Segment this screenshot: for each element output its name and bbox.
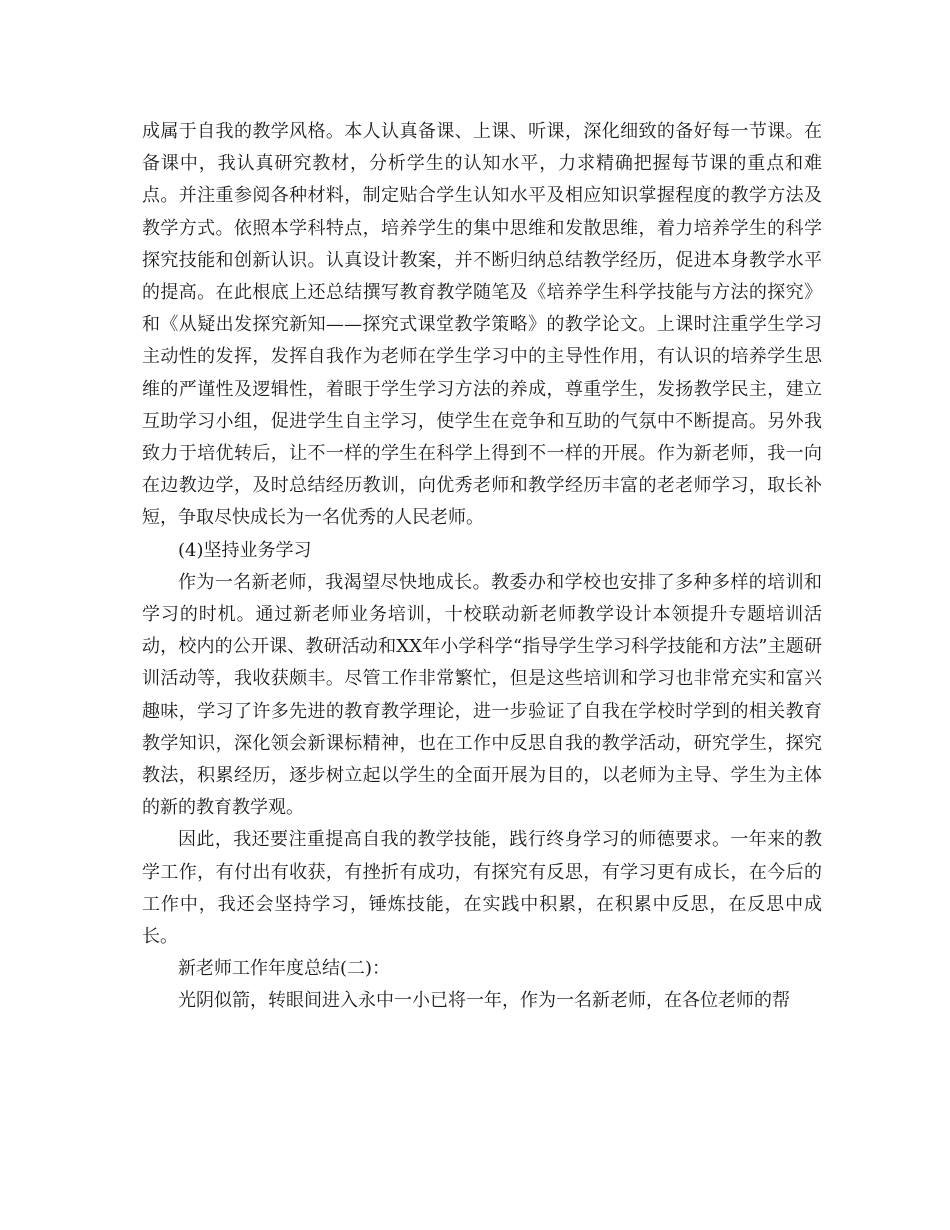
paragraph-training: 作为一名新老师，我渴望尽快地成长。教委办和学校也安排了多种多样的培训和学习的时机。通过新老师业务培训，十校联动新老师教学设计本领提升专题培训活动，校内的公开课、教研活动和XX年小学科学“指导学生学习科学技能和方法”主题研训活动等，我收获颇丰。尽管工作非常繁忙，但是这些培训和学习也非常充实和富兴趣味，学习了许多先进的教育教学理论，进一步验证了自我在学校时学到的相关教育教学知识，深化领会新课标精神，也在工作中反思自我的教学活动，研究学生，探究教法，积累经历，逐步树立起以学生的全面开展为目的，以老师为主导、学生为主体的新的教育教学观。 [142,571,822,819]
paragraph-lifelong-learning: 因此，我还要注重提高自我的教学技能，践行终身学习的师德要求。一年来的教学工作，有付出有收获，有挫折有成功，有探究有反思，有学习更有成长，在今后的工作中，我还会坚持学习，锤炼技能，在实践中积累，在积累中反思，在反思中成长。 [142,829,822,948]
heading-annual-summary-2: 新老师工作年度总结(二)： [178,958,391,980]
paragraph-teaching-style: 成属于自我的教学风格。本人认真备课、上课、听课，深化细致的备好每一节课。在备课中，我认真研究教材，分析学生的认知水平，力求精确把握每节课的重点和难点。并注重参阅各种材料，制定贴合学生认知水平及相应知识掌握程度的教学方法及教学方式。依照本学科特点，培养学生的集中思维和发散思维，着力培养学生的科学探究技能和创新认识。认真设计教案，并不断归纳总结教学经历，促进本身教学水平的提高。在此根底上还总结撰写教育教学随笔及《培养学生科学技能与方法的探究》和《从疑出发探究新知——探究式课堂教学策略》的教学论文。上课时注重学生学习主动性的发挥，发挥自我作为老师在学生学习中的主导性作用，有认识的培养学生思维的严谨性及逻辑性，着眼于学生学习方法的养成，尊重学生，发扬教学民主，建立互助学习小组，促进学生自主学习，使学生在竞争和互助的气氛中不断提高。另外我致力于培优转后，让不一样的学生在科学上得到不一样的开展。作为新老师，我一向在边教边学，及时总结经历教训，向优秀老师和教学经历丰富的老老师学习，取长补短，争取尽快成长为一名优秀的人民老师。 [142,121,822,529]
heading-business-study: (4)坚持业务学习 [178,539,312,561]
paragraph-summary-2-start: 光阴似箭，转眼间进入永中一小已将一年，作为一名新老师，在各位老师的帮 [178,990,790,1012]
document-body [142,116,822,1018]
